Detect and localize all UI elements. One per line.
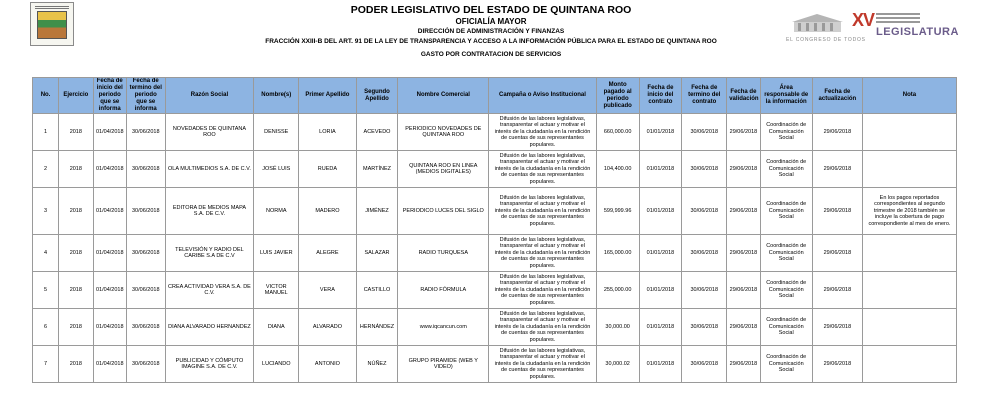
table-row <box>33 188 957 235</box>
cell-business-name: DIANA ALVARADO HERNANDEZ <box>165 309 254 346</box>
cell-update-date: 29/06/2018 <box>812 235 862 272</box>
cell-second-surname: CASTILLO <box>356 272 398 309</box>
cell-note <box>862 272 956 309</box>
cell-first-name: LUCIANDO <box>254 346 299 383</box>
cell-amount-paid: 255,000.00 <box>596 272 639 309</box>
col-header: No. <box>33 78 59 114</box>
cell-note: En los pagos reportados correspondientes al segundo trimestre de 2018 también se incluye la cobertura de pago correspondiente al mes de enero. <box>862 188 956 235</box>
logo-motto: EL CONGRESO DE TODOS <box>786 37 866 43</box>
cell-fiscal-year: 2018 <box>59 151 93 188</box>
cell-contract-end: 30/06/2018 <box>682 235 727 272</box>
cell-second-surname: MARTÍNEZ <box>356 151 398 188</box>
cell-contract-start: 01/01/2018 <box>639 151 682 188</box>
subject-title: GASTO POR CONTRATACION DE SERVICIOS <box>420 51 562 58</box>
cell-first-surname: ALEGRE <box>299 235 356 272</box>
cell-period-start: 01/04/2018 <box>93 188 126 235</box>
cell-fiscal-year: 2018 <box>59 235 93 272</box>
cell-business-name: TELEVISIÓN Y RADIO DEL CARIBE S.A DE C.V <box>165 235 254 272</box>
cell-responsible-area: Coordinación de Comunicación Social <box>760 151 812 188</box>
cell-period-start: 01/04/2018 <box>93 151 126 188</box>
cell-first-surname: ALVARADO <box>299 309 356 346</box>
cell-contract-start: 01/01/2018 <box>639 272 682 309</box>
cell-amount-paid: 104,400.00 <box>596 151 639 188</box>
cell-period-start: 01/04/2018 <box>93 114 126 151</box>
cell-contract-start: 01/01/2018 <box>639 188 682 235</box>
cell-first-name: VICTOR MANUEL <box>254 272 299 309</box>
table-row <box>33 309 957 346</box>
logo-small-lines <box>876 13 920 25</box>
cell-trade-name: RADIO FÓRMULA <box>398 272 489 309</box>
cell-contract-start: 01/01/2018 <box>639 114 682 151</box>
cell-responsible-area: Coordinación de Comunicación Social <box>760 188 812 235</box>
col-header: Razón Social <box>165 78 254 114</box>
table-header-row <box>33 78 957 114</box>
table-row <box>33 346 957 383</box>
cell-business-name: OLA MULTIMEDIOS S.A. DE C.V. <box>165 151 254 188</box>
col-header: Fecha de termino del contrato <box>682 78 727 114</box>
cell-campaign: Difusión de las labores legislativas, transparentar el actuar y motivar el interés de la ciudadanía en la rendición de cuentas de sus representantes populares. <box>489 151 597 188</box>
cell-period-end: 30/06/2018 <box>126 235 165 272</box>
cell-amount-paid: 660,000.00 <box>596 114 639 151</box>
cell-business-name: CREA ACTIVIDAD VERA S.A. DE C.V. <box>165 272 254 309</box>
cell-period-end: 30/06/2018 <box>126 272 165 309</box>
col-header: Fecha de termino del periodo que se informa <box>126 78 165 114</box>
cell-contract-end: 30/06/2018 <box>682 309 727 346</box>
cell-period-start: 01/04/2018 <box>93 235 126 272</box>
cell-update-date: 29/06/2018 <box>812 346 862 383</box>
cell-second-surname: HERNÁNDEZ <box>356 309 398 346</box>
cell-note <box>862 309 956 346</box>
cell-responsible-area: Coordinación de Comunicación Social <box>760 114 812 151</box>
col-header: Fecha de actualización <box>812 78 862 114</box>
cell-first-surname: LORIA <box>299 114 356 151</box>
cell-trade-name: GRUPO PIRAMIDE (WEB Y VIDEO) <box>398 346 489 383</box>
cell-business-name: NOVEDADES DE QUINTANA ROO <box>165 114 254 151</box>
cell-campaign: Difusión de las labores legislativas, transparentar el actuar y motivar el interés de la ciudadanía en la rendición de cuentas de sus representantes populares. <box>489 346 597 383</box>
cell-fiscal-year: 2018 <box>59 309 93 346</box>
cell-update-date: 29/06/2018 <box>812 309 862 346</box>
cell-update-date: 29/06/2018 <box>812 114 862 151</box>
cell-validation-date: 29/06/2018 <box>727 188 760 235</box>
cell-campaign: Difusión de las labores legislativas, transparentar el actuar y motivar el interés de la ciudadanía en la rendición de cuentas de sus representantes populares. <box>489 272 597 309</box>
col-header: Nombre(s) <box>254 78 299 114</box>
cell-trade-name: RADIO TURQUESA <box>398 235 489 272</box>
cell-first-surname: MADERO <box>299 188 356 235</box>
cell-business-name: EDITORA DE MEDIOS MAPA S.A. DE C.V. <box>165 188 254 235</box>
office-title: OFICIALÍA MAYOR <box>455 17 527 26</box>
cell-fiscal-year: 2018 <box>59 272 93 309</box>
cell-responsible-area: Coordinación de Comunicación Social <box>760 272 812 309</box>
cell-trade-name: QUINTANA ROO EN LINEA (MEDIOS DIGITALES) <box>398 151 489 188</box>
col-header: Ejercicio <box>59 78 93 114</box>
cell-trade-name: PERIODICO NOVEDADES DE QUINTANA ROO <box>398 114 489 151</box>
cell-contract-end: 30/06/2018 <box>682 151 727 188</box>
cell-update-date: 29/06/2018 <box>812 272 862 309</box>
cell-amount-paid: 165,000.00 <box>596 235 639 272</box>
fraction-title: FRACCIÓN XXIII-B DEL ART. 91 DE LA LEY DE TRANSPARENCIA Y ACCESO A LA INFORMACIÓN PÚBLICA PARA EL ESTADO DE QUINTANA ROO <box>265 38 717 45</box>
cell-trade-name: www.iqcancun.com <box>398 309 489 346</box>
cell-contract-end: 30/06/2018 <box>682 114 727 151</box>
cell-period-end: 30/06/2018 <box>126 309 165 346</box>
cell-period-end: 30/06/2018 <box>126 114 165 151</box>
cell-first-surname: RUEDA <box>299 151 356 188</box>
cell-contract-end: 30/06/2018 <box>682 188 727 235</box>
direction-title: DIRECCIÓN DE ADMINISTRACIÓN Y FINANZAS <box>417 28 565 35</box>
cell-update-date: 29/06/2018 <box>812 151 862 188</box>
cell-validation-date: 29/06/2018 <box>727 151 760 188</box>
cell-row-number: 2 <box>33 151 59 188</box>
cell-row-number: 4 <box>33 235 59 272</box>
cell-campaign: Difusión de las labores legislativas, transparentar el actuar y motivar el interés de la ciudadanía en la rendición de cuentas de sus representantes populares. <box>489 114 597 151</box>
cell-row-number: 5 <box>33 272 59 309</box>
cell-note <box>862 235 956 272</box>
cell-second-surname: SALAZAR <box>356 235 398 272</box>
col-header: Área responsable de la información <box>760 78 812 114</box>
legislatura-logo <box>786 10 960 43</box>
xv-mark: XV <box>852 10 875 30</box>
col-header: Primer Apellido <box>299 78 356 114</box>
cell-first-name: DENISSE <box>254 114 299 151</box>
cell-second-surname: JIMÉNEZ <box>356 188 398 235</box>
cell-period-end: 30/06/2018 <box>126 151 165 188</box>
cell-fiscal-year: 2018 <box>59 188 93 235</box>
cell-note <box>862 151 956 188</box>
cell-campaign: Difusión de las labores legislativas, transparentar el actuar y motivar el interés de la ciudadanía en la rendición de cuentas de sus representantes populares. <box>489 188 597 235</box>
cell-responsible-area: Coordinación de Comunicación Social <box>760 235 812 272</box>
col-header: Nombre Comercial <box>398 78 489 114</box>
cell-update-date: 29/06/2018 <box>812 188 862 235</box>
cell-first-name: JOSÉ LUIS <box>254 151 299 188</box>
cell-amount-paid: 30,000.00 <box>596 309 639 346</box>
cell-amount-paid: 30,000.02 <box>596 346 639 383</box>
cell-responsible-area: Coordinación de Comunicación Social <box>760 346 812 383</box>
cell-period-start: 01/04/2018 <box>93 346 126 383</box>
cell-validation-date: 29/06/2018 <box>727 235 760 272</box>
cell-first-name: LUIS JAVIER <box>254 235 299 272</box>
cell-first-name: DIANA <box>254 309 299 346</box>
col-header: Fecha de validación <box>727 78 760 114</box>
col-header: Campaña o Aviso Institucional <box>489 78 597 114</box>
cell-first-surname: ANTONIO <box>299 346 356 383</box>
table-row <box>33 151 957 188</box>
cell-row-number: 3 <box>33 188 59 235</box>
cell-campaign: Difusión de las labores legislativas, transparentar el actuar y motivar el interés de la ciudadanía en la rendición de cuentas de sus representantes populares. <box>489 235 597 272</box>
cell-validation-date: 29/06/2018 <box>727 346 760 383</box>
cell-trade-name: PERIODICO LUCES DEL SIGLO <box>398 188 489 235</box>
cell-validation-date: 29/06/2018 <box>727 114 760 151</box>
cell-campaign: Difusión de las labores legislativas, transparentar el actuar y motivar el interés de la ciudadanía en la rendición de cuentas de sus representantes populares. <box>489 309 597 346</box>
table-row <box>33 114 957 151</box>
cell-contract-end: 30/06/2018 <box>682 272 727 309</box>
cell-period-start: 01/04/2018 <box>93 309 126 346</box>
cell-contract-end: 30/06/2018 <box>682 346 727 383</box>
cell-validation-date: 29/06/2018 <box>727 309 760 346</box>
cell-period-end: 30/06/2018 <box>126 188 165 235</box>
cell-period-start: 01/04/2018 <box>93 272 126 309</box>
cell-fiscal-year: 2018 <box>59 346 93 383</box>
cell-note <box>862 346 956 383</box>
cell-second-surname: ACEVEDO <box>356 114 398 151</box>
cell-first-name: NORMA <box>254 188 299 235</box>
col-header: Nota <box>862 78 956 114</box>
cell-second-surname: NÚÑEZ <box>356 346 398 383</box>
cell-responsible-area: Coordinación de Comunicación Social <box>760 309 812 346</box>
cell-row-number: 7 <box>33 346 59 383</box>
cell-contract-start: 01/01/2018 <box>639 346 682 383</box>
cell-validation-date: 29/06/2018 <box>727 272 760 309</box>
cell-amount-paid: 599,999.96 <box>596 188 639 235</box>
cell-business-name: PUBLICIDAD Y CÓMPUTO IMAGINE S.A. DE C.V. <box>165 346 254 383</box>
cell-period-end: 30/06/2018 <box>126 346 165 383</box>
page-title: PODER LEGISLATIVO DEL ESTADO DE QUINTANA ROO <box>350 4 632 16</box>
table-row <box>33 235 957 272</box>
cell-note <box>862 114 956 151</box>
cell-row-number: 1 <box>33 114 59 151</box>
cell-contract-start: 01/01/2018 <box>639 309 682 346</box>
contracts-table <box>32 77 957 383</box>
col-header: Fecha de inicio del periodo que se informa <box>93 78 126 114</box>
legislatura-text: LEGISLATURA <box>876 26 959 38</box>
cell-fiscal-year: 2018 <box>59 114 93 151</box>
cell-row-number: 6 <box>33 309 59 346</box>
col-header: Fecha de inicio del contrato <box>639 78 682 114</box>
table-row <box>33 272 957 309</box>
col-header: Segundo Apellido <box>356 78 398 114</box>
cell-contract-start: 01/01/2018 <box>639 235 682 272</box>
building-icon <box>790 12 845 34</box>
col-header: Monto pagado al periodo publicado <box>596 78 639 114</box>
cell-first-surname: VERA <box>299 272 356 309</box>
